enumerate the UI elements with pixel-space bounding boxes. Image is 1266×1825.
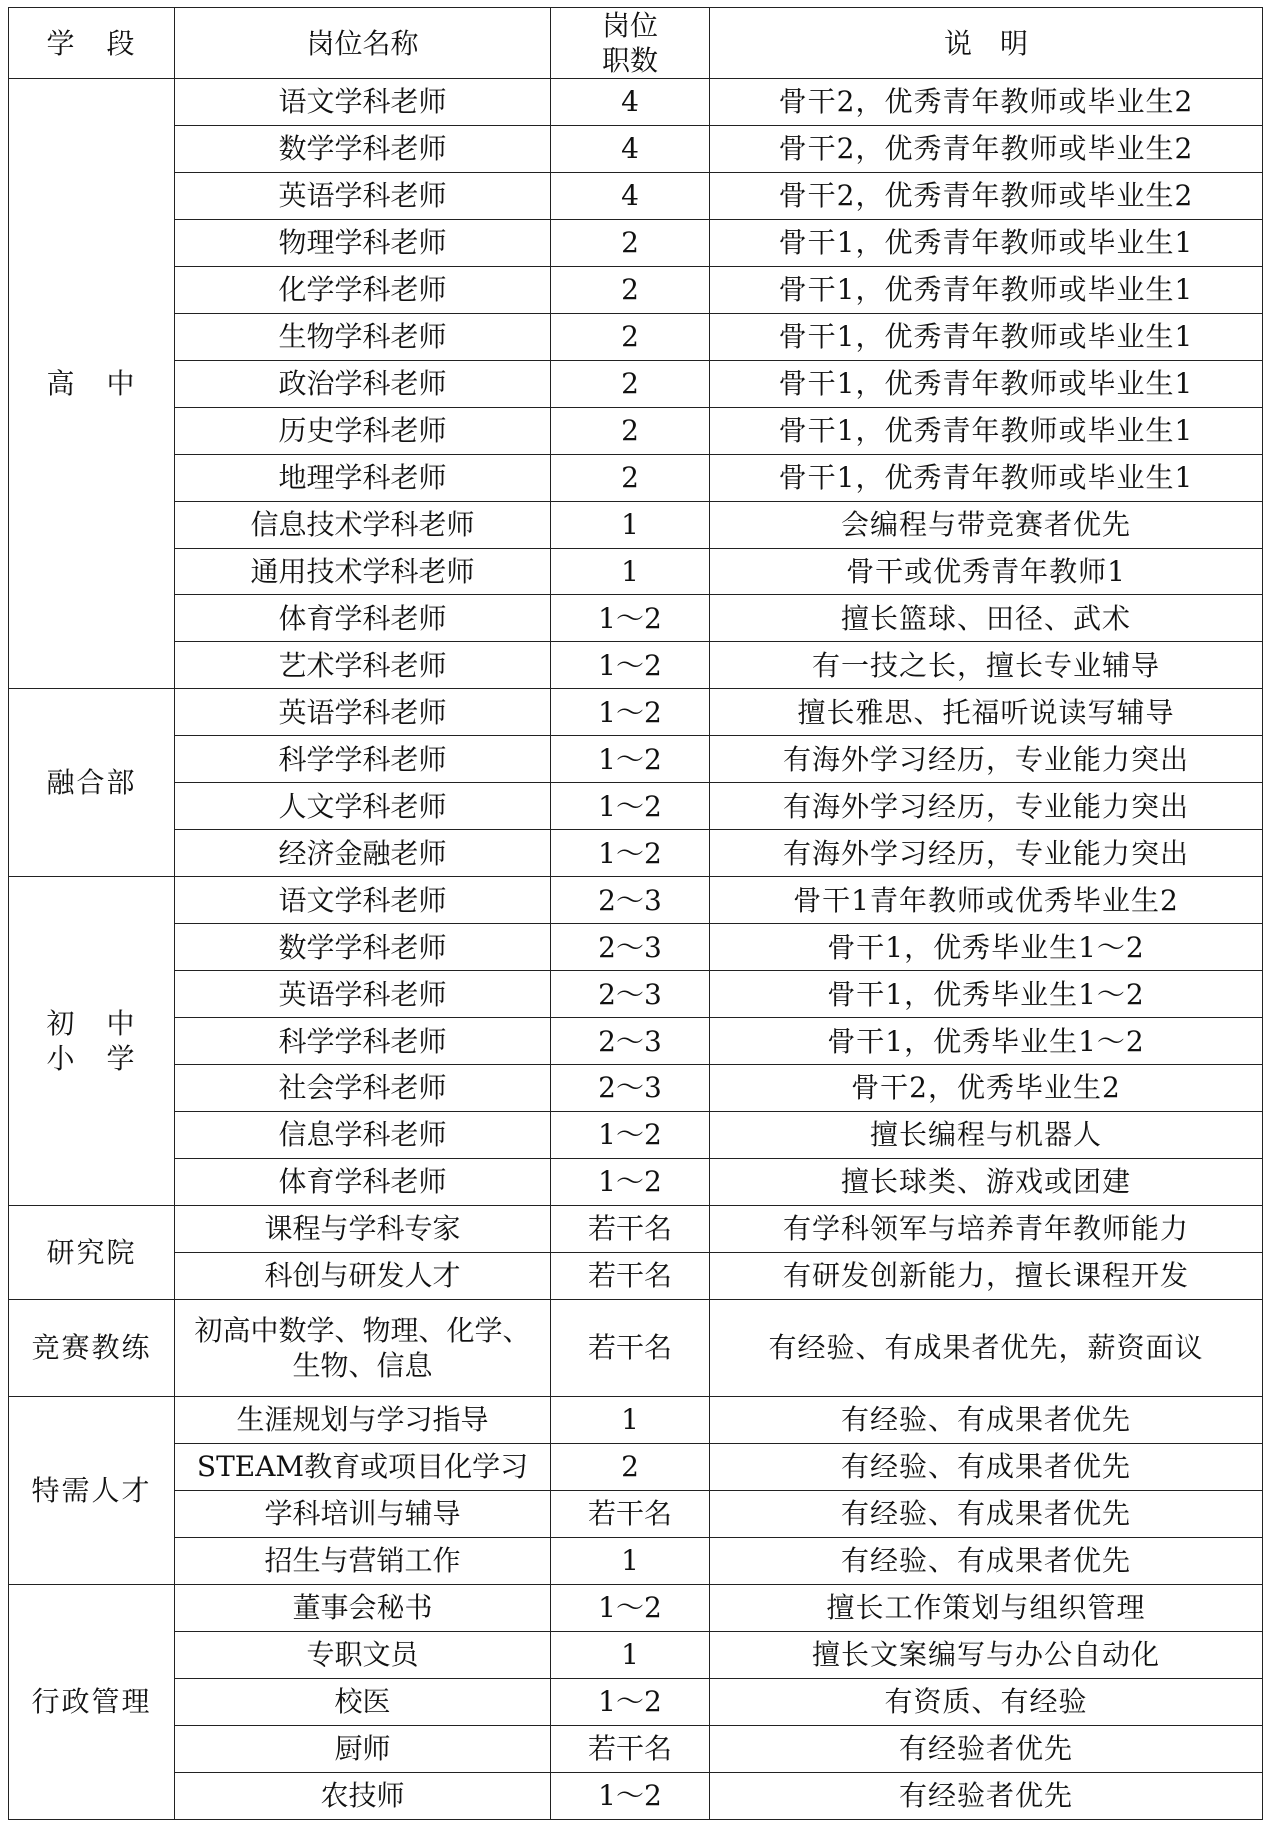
position-cell: 董事会秘书 [175, 1584, 551, 1631]
position-cell: 科学学科老师 [175, 736, 551, 783]
header-note: 说 明 [710, 8, 1263, 79]
note-cell: 骨干或优秀青年教师1 [710, 548, 1263, 595]
note-cell: 有资质、有经验 [710, 1678, 1263, 1725]
note-cell: 骨干1，优秀毕业生1～2 [710, 924, 1263, 971]
note-cell: 骨干1，优秀青年教师或毕业生1 [710, 360, 1263, 407]
position-cell: STEAM教育或项目化学习 [175, 1443, 551, 1490]
stage-cell: 研究院 [9, 1205, 175, 1299]
table-row [9, 1018, 1263, 1065]
position-cell: 政治学科老师 [175, 360, 551, 407]
stage-cell: 特需人才 [9, 1396, 175, 1584]
position-cell: 艺术学科老师 [175, 642, 551, 689]
table-row [9, 1158, 1263, 1205]
note-cell: 骨干1，优秀青年教师或毕业生1 [710, 454, 1263, 501]
position-cell: 英语学科老师 [175, 971, 551, 1018]
count-cell: 4 [551, 79, 710, 126]
position-cell: 科学学科老师 [175, 1018, 551, 1065]
count-cell: 2～3 [551, 924, 710, 971]
count-cell: 1～2 [551, 736, 710, 783]
stage-cell: 高 中 [9, 79, 175, 689]
table-row [9, 689, 1263, 736]
table-header [9, 8, 1263, 79]
position-cell: 生涯规划与学习指导 [175, 1396, 551, 1443]
note-cell: 擅长文案编写与办公自动化 [710, 1631, 1263, 1678]
count-cell: 2 [551, 266, 710, 313]
note-cell: 有研发创新能力，擅长课程开发 [710, 1252, 1263, 1299]
header-stage: 学 段 [9, 8, 175, 79]
table-row [9, 924, 1263, 971]
note-cell: 骨干1，优秀青年教师或毕业生1 [710, 219, 1263, 266]
position-cell: 经济金融老师 [175, 830, 551, 877]
position-cell: 物理学科老师 [175, 219, 551, 266]
note-cell: 骨干1，优秀毕业生1～2 [710, 971, 1263, 1018]
table-row [9, 1725, 1263, 1772]
position-cell: 历史学科老师 [175, 407, 551, 454]
note-cell: 骨干2，优秀毕业生2 [710, 1065, 1263, 1112]
count-cell: 1～2 [551, 1678, 710, 1725]
note-cell: 骨干1，优秀青年教师或毕业生1 [710, 313, 1263, 360]
note-cell: 有经验、有成果者优先 [710, 1396, 1263, 1443]
count-cell: 1 [551, 1631, 710, 1678]
table-row [9, 595, 1263, 642]
note-cell: 有一技之长，擅长专业辅导 [710, 642, 1263, 689]
count-cell: 2 [551, 313, 710, 360]
table-row [9, 1205, 1263, 1252]
table-row [9, 266, 1263, 313]
position-cell: 社会学科老师 [175, 1065, 551, 1112]
count-cell: 4 [551, 125, 710, 172]
table-row [9, 1537, 1263, 1584]
position-cell: 招生与营销工作 [175, 1537, 551, 1584]
count-cell: 1～2 [551, 642, 710, 689]
header-position: 岗位名称 [175, 8, 551, 79]
position-cell: 课程与学科专家 [175, 1205, 551, 1252]
table-row [9, 736, 1263, 783]
table-row [9, 1065, 1263, 1112]
position-cell: 语文学科老师 [175, 877, 551, 924]
position-cell: 地理学科老师 [175, 454, 551, 501]
count-cell: 若干名 [551, 1725, 710, 1772]
position-cell: 信息学科老师 [175, 1111, 551, 1158]
count-cell: 1～2 [551, 1772, 710, 1819]
count-cell: 1～2 [551, 830, 710, 877]
note-cell: 有海外学习经历，专业能力突出 [710, 830, 1263, 877]
note-cell: 有经验、有成果者优先 [710, 1537, 1263, 1584]
position-cell: 校医 [175, 1678, 551, 1725]
position-cell: 数学学科老师 [175, 125, 551, 172]
note-cell: 有海外学习经历，专业能力突出 [710, 736, 1263, 783]
table-row [9, 971, 1263, 1018]
table-row [9, 407, 1263, 454]
table-row [9, 501, 1263, 548]
table-row [9, 1299, 1263, 1396]
note-cell: 擅长篮球、田径、武术 [710, 595, 1263, 642]
note-cell: 骨干2，优秀青年教师或毕业生2 [710, 79, 1263, 126]
table-row [9, 219, 1263, 266]
note-cell: 骨干1，优秀毕业生1～2 [710, 1018, 1263, 1065]
position-cell: 人文学科老师 [175, 783, 551, 830]
count-cell: 1 [551, 548, 710, 595]
note-cell: 有经验者优先 [710, 1725, 1263, 1772]
count-cell: 1～2 [551, 1158, 710, 1205]
table-row [9, 1772, 1263, 1819]
note-cell: 骨干1，优秀青年教师或毕业生1 [710, 407, 1263, 454]
position-cell: 通用技术学科老师 [175, 548, 551, 595]
table-row [9, 1111, 1263, 1158]
count-cell: 2 [551, 219, 710, 266]
note-cell: 有学科领军与培养青年教师能力 [710, 1205, 1263, 1252]
count-cell: 1 [551, 1537, 710, 1584]
position-cell: 语文学科老师 [175, 79, 551, 126]
position-cell: 学科培训与辅导 [175, 1490, 551, 1537]
count-cell: 2 [551, 454, 710, 501]
count-cell: 1 [551, 501, 710, 548]
count-cell: 若干名 [551, 1205, 710, 1252]
count-cell: 若干名 [551, 1299, 710, 1396]
note-cell: 有经验、有成果者优先 [710, 1490, 1263, 1537]
position-cell: 初高中数学、物理、化学、 生物、信息 [175, 1299, 551, 1396]
table-row [9, 1678, 1263, 1725]
note-cell: 擅长工作策划与组织管理 [710, 1584, 1263, 1631]
table-body [9, 79, 1263, 1820]
note-cell: 有经验、有成果者优先 [710, 1443, 1263, 1490]
note-cell: 骨干1，优秀青年教师或毕业生1 [710, 266, 1263, 313]
stage-cell: 融合部 [9, 689, 175, 877]
table-row [9, 877, 1263, 924]
table-row [9, 830, 1263, 877]
count-cell: 1～2 [551, 1584, 710, 1631]
table-row [9, 360, 1263, 407]
table-row [9, 548, 1263, 595]
header-count: 岗位 职数 [551, 8, 710, 79]
count-cell: 1 [551, 1396, 710, 1443]
stage-cell: 竞赛教练 [9, 1299, 175, 1396]
note-cell: 会编程与带竞赛者优先 [710, 501, 1263, 548]
position-cell: 生物学科老师 [175, 313, 551, 360]
note-cell: 有经验者优先 [710, 1772, 1263, 1819]
count-cell: 1～2 [551, 783, 710, 830]
count-cell: 1～2 [551, 689, 710, 736]
position-cell: 信息技术学科老师 [175, 501, 551, 548]
count-cell: 2～3 [551, 877, 710, 924]
table-row [9, 313, 1263, 360]
position-cell: 专职文员 [175, 1631, 551, 1678]
count-cell: 1～2 [551, 1111, 710, 1158]
position-cell: 化学学科老师 [175, 266, 551, 313]
note-cell: 擅长雅思、托福听说读写辅导 [710, 689, 1263, 736]
count-cell: 2 [551, 360, 710, 407]
table-row [9, 783, 1263, 830]
table-row [9, 1252, 1263, 1299]
count-cell: 4 [551, 172, 710, 219]
note-cell: 有海外学习经历，专业能力突出 [710, 783, 1263, 830]
table-row [9, 79, 1263, 126]
note-cell: 有经验、有成果者优先，薪资面议 [710, 1299, 1263, 1396]
position-cell: 英语学科老师 [175, 689, 551, 736]
table-row [9, 454, 1263, 501]
table-row [9, 642, 1263, 689]
count-cell: 2～3 [551, 1065, 710, 1112]
position-cell: 农技师 [175, 1772, 551, 1819]
position-cell: 体育学科老师 [175, 595, 551, 642]
position-cell: 厨师 [175, 1725, 551, 1772]
position-cell: 英语学科老师 [175, 172, 551, 219]
note-cell: 擅长编程与机器人 [710, 1111, 1263, 1158]
stage-cell: 行政管理 [9, 1584, 175, 1819]
count-cell: 1～2 [551, 595, 710, 642]
count-cell: 2～3 [551, 971, 710, 1018]
table-row [9, 1396, 1263, 1443]
table-row [9, 1584, 1263, 1631]
count-cell: 若干名 [551, 1252, 710, 1299]
stage-cell: 初 中 小 学 [9, 877, 175, 1206]
count-cell: 2～3 [551, 1018, 710, 1065]
count-cell: 若干名 [551, 1490, 710, 1537]
position-cell: 科创与研发人才 [175, 1252, 551, 1299]
note-cell: 骨干2，优秀青年教师或毕业生2 [710, 125, 1263, 172]
count-cell: 2 [551, 407, 710, 454]
table-row [9, 125, 1263, 172]
table-row [9, 1490, 1263, 1537]
table-row [9, 172, 1263, 219]
table-row [9, 1631, 1263, 1678]
count-cell: 2 [551, 1443, 710, 1490]
recruitment-table [8, 7, 1263, 1820]
position-cell: 数学学科老师 [175, 924, 551, 971]
note-cell: 骨干1青年教师或优秀毕业生2 [710, 877, 1263, 924]
note-cell: 骨干2，优秀青年教师或毕业生2 [710, 172, 1263, 219]
table-row [9, 1443, 1263, 1490]
note-cell: 擅长球类、游戏或团建 [710, 1158, 1263, 1205]
position-cell: 体育学科老师 [175, 1158, 551, 1205]
